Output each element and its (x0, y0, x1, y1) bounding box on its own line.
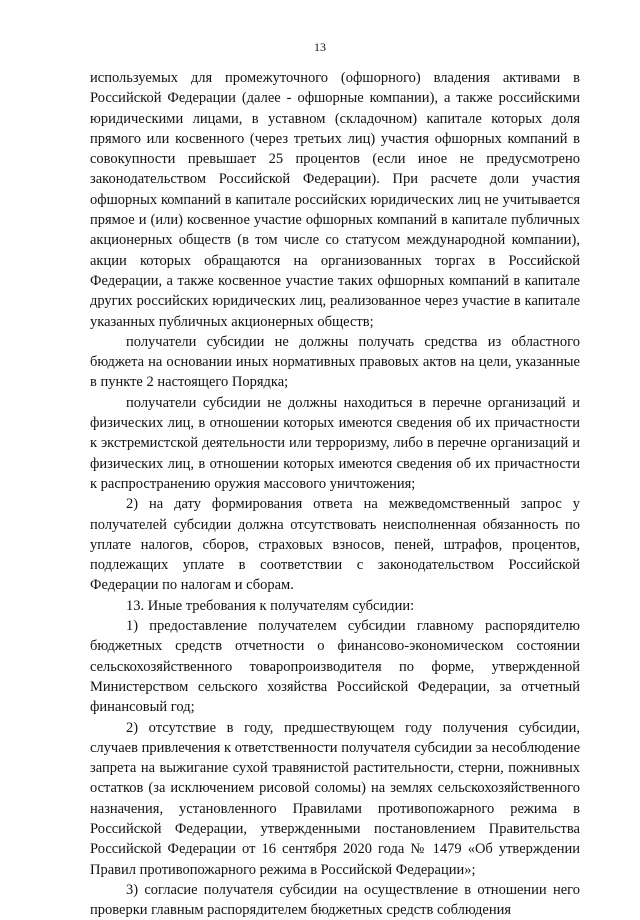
page-number: 13 (314, 40, 326, 54)
document-body (90, 68, 580, 920)
paragraph: получатели субсидии не должны находиться в перечне организаций и физических лиц, в отношении которых имеются сведения об их причастности к экстремистской деятельности или терроризму, либо в перечне организаций и физических лиц, в отношении которых имеются сведения об их причастности к распространению оружия массового уничтожения; (90, 394, 580, 492)
paragraph-continuation: используемых для промежуточного (офшорного) владения активами в Российской Федерации (далее - офшорные компании), а также российскими юридическими лицами, в уставном (складочном) капитале которых доля прямого или косвенного (через третьих лиц) участия офшорных компаний в совокупности превышает 25 процентов (если иное не предусмотрено законодательством Российской Федерации). При расчете доли участия офшорных компаний в капитале российских юридических лиц не учитывается прямое и (или) косвенное участие офшорных компаний в капитале публичных акционерных обществ (в том числе со статусом международной компании), акции которых обращаются на организованных торгах в Российской Федерации, а также косвенное участие таких офшорных компаний в капитале других российских юридических лиц, реализованное через участие в капитале указанных публичных акционерных обществ; (90, 70, 580, 330)
paragraph: 1) предоставление получателем субсидии главному распорядителю бюджетных средств отчетности о финансово-экономическом состоянии сельскохозяйственного товаропроизводителя по форме, утвержденной Министерством сельского хозяйства Российской Федерации, за отчетный финансовый год; (90, 618, 580, 716)
paragraph: получатели субсидии не должны получать средства из областного бюджета на основании иных нормативных правовых актов на цели, указанные в пункте 2 настоящего Порядка; (90, 333, 580, 391)
paragraph: 3) согласие получателя субсидии на осуществление в отношении него проверки главным распорядителем бюджетных средств соблюдения (90, 881, 580, 919)
section-heading: 13. Иные требования к получателям субсидии: (126, 597, 415, 614)
paragraph: 2) отсутствие в году, предшествующем году получения субсидии, случаев привлечения к ответственности получателя субсидии за несоблюдение запрета на выжигание сухой травянистой растительности, стерни, пожнивных остатков (за исключением рисовой соломы) на землях сельскохозяйственного назначения, установленного Правилами противопожарного режима в Российской Федерации, утвержденными постановлением Правительства Российской Федерации от 16 сентября 2020 года № 1479 «Об утверждении Правил противопожарного режима в Российской Федерации»; (90, 719, 580, 878)
paragraph: 2) на дату формирования ответа на межведомственный запрос у получателей субсидии должна отсутствовать неисполненная обязанность по уплате налогов, сборов, страховых взносов, пеней, штрафов, процентов, подлежащих уплате в соответствии с законодательством Российской Федерации по налогам и сборам. (90, 496, 580, 594)
